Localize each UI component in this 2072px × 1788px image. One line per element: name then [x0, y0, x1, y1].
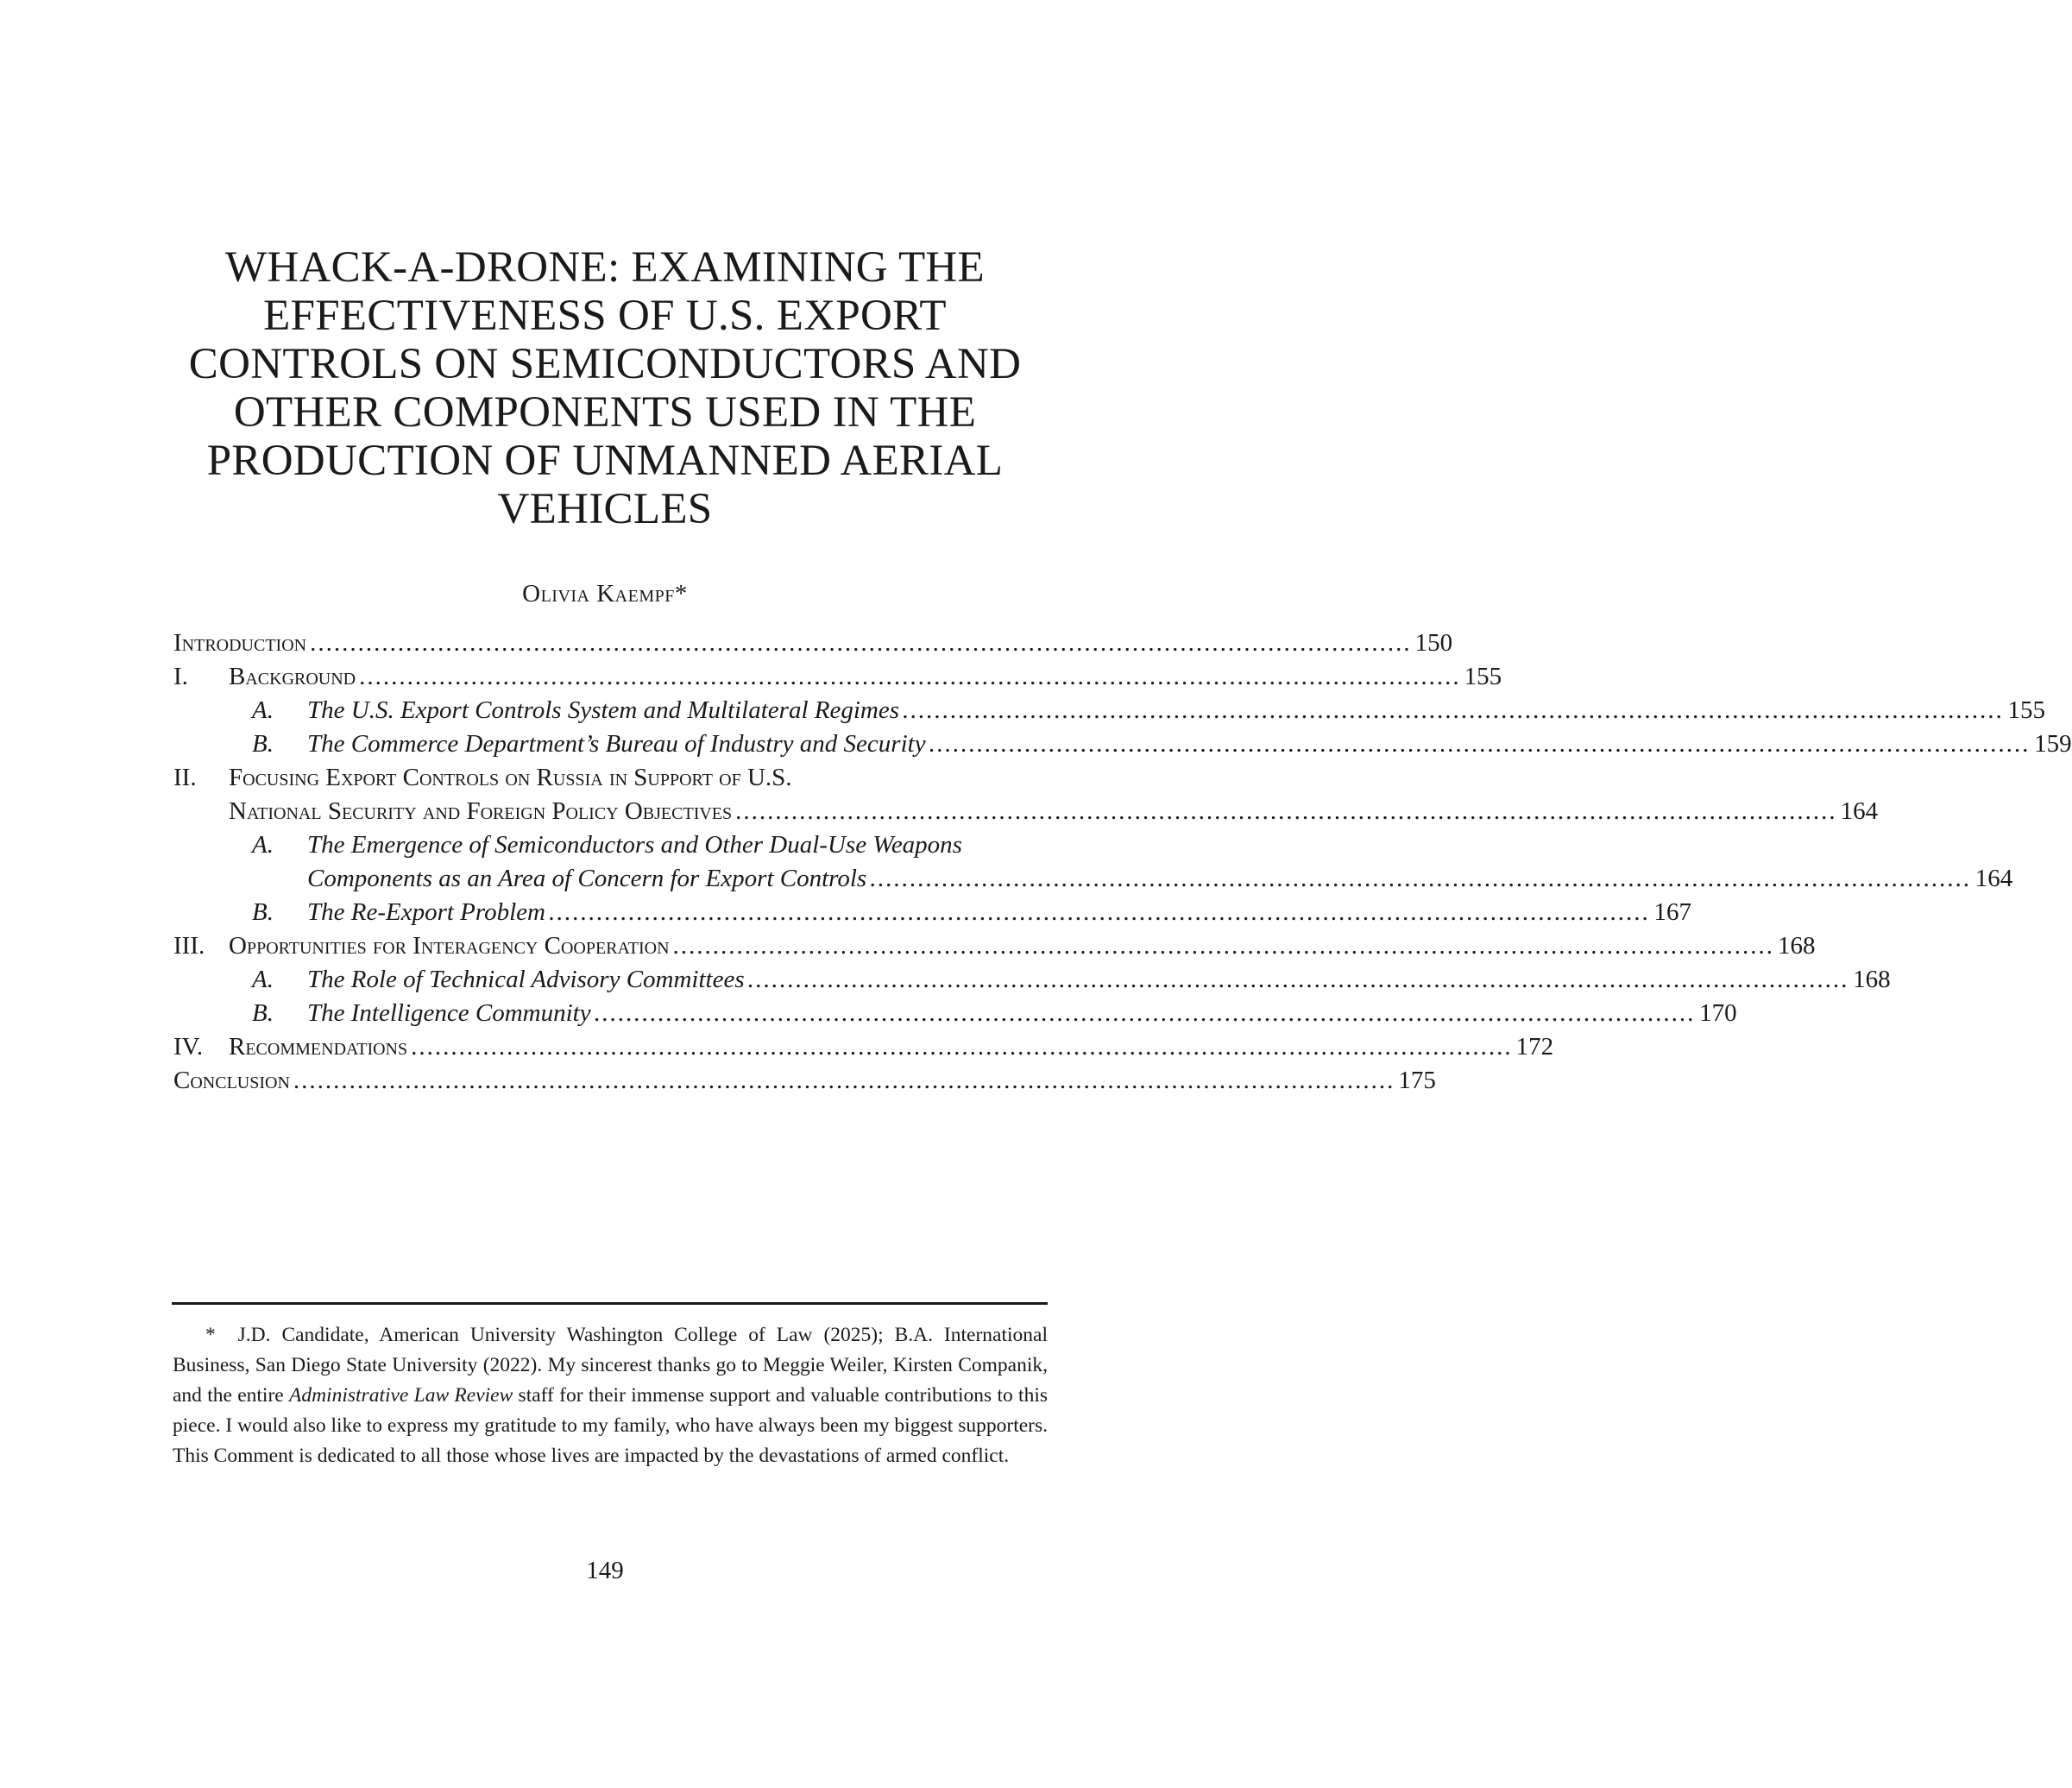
article-title: [173, 243, 1037, 533]
toc-label: The Intelligence Community: [307, 999, 591, 1027]
table-of-contents: [173, 626, 2072, 1098]
toc-leader: ..........................................................................................................................................: [594, 999, 1697, 1027]
toc-page: 159: [2034, 730, 2072, 758]
toc-label: National Security and Foreign Policy Objectives: [229, 797, 733, 825]
toc-entry: [173, 929, 1816, 963]
toc-leader: ..........................................................................................................................................: [747, 966, 1850, 993]
toc-entry: [173, 694, 2046, 727]
toc-entry: [173, 1030, 1554, 1064]
toc-page: 155: [2007, 696, 2046, 724]
toc-label: The Emergence of Semiconductors and Other Dual-Use Weapons: [307, 831, 962, 859]
toc-entry: [173, 828, 1047, 862]
toc-page: 164: [1840, 797, 1879, 825]
toc-number: II.: [173, 764, 197, 791]
footnote: [173, 1320, 1048, 1471]
toc-leader: ..........................................................................................................................................: [310, 629, 1412, 657]
toc-leader: ..........................................................................................................................................: [293, 1067, 1395, 1094]
toc-label: Focusing Export Controls on Russia in Support of U.S.: [229, 764, 792, 791]
footnote-text: J.D. Candidate, American University Washington College of Law (2025); B.A. International Business, San Diego State University (2022). My sincerest thanks go to Meggie Weiler, Kirsten Companik, and the entire: [173, 1324, 1048, 1407]
toc-label: Conclusion: [173, 1067, 290, 1094]
toc-leader: ..........................................................................................................................................: [929, 730, 2031, 758]
toc-leader: ..........................................................................................................................................: [870, 865, 1972, 892]
toc-number: IV.: [173, 1033, 204, 1061]
footnote-text: staff for their immense support and valuable contributions to this piece. I would also like to express my gratitude to my family, who have always been my biggest supporters. This Comment is dedicated to all those whose lives are impacted by the devastations of armed conflict.: [173, 1384, 1048, 1467]
journal-name: Administrative Law Review: [288, 1384, 513, 1407]
toc-entry: [173, 626, 1453, 660]
toc-label: The Role of Technical Advisory Committees: [307, 966, 745, 993]
toc-page: 168: [1853, 966, 1891, 993]
page-number: 149: [586, 1557, 624, 1584]
toc-page: 172: [1515, 1033, 1554, 1061]
toc-page: 168: [1778, 932, 1816, 960]
footnote-divider: [172, 1302, 1048, 1305]
toc-leader: ..........................................................................................................................................: [548, 898, 1651, 926]
toc-number: A.: [252, 696, 274, 724]
toc-page: 175: [1398, 1067, 1436, 1094]
toc-label: The U.S. Export Controls System and Multilateral Regimes: [307, 696, 900, 724]
toc-entry: [173, 1064, 1436, 1098]
title-line: CONTROLS ON SEMICONDUCTORS AND: [188, 340, 1022, 388]
toc-label: Introduction: [173, 629, 307, 657]
toc-entry: [173, 896, 1691, 929]
toc-label: Opportunities for Interagency Cooperation: [229, 932, 670, 960]
toc-number: I.: [173, 663, 188, 690]
toc-label: Background: [229, 663, 356, 690]
toc-page: 170: [1699, 999, 1737, 1027]
toc-leader: ..........................................................................................................................................: [735, 797, 1837, 825]
title-line: OTHER COMPONENTS USED IN THE: [233, 388, 977, 437]
toc-number: B.: [252, 730, 274, 758]
toc-entry: [173, 660, 1502, 694]
toc-entry: [173, 997, 1737, 1030]
toc-label: The Re-Export Problem: [307, 898, 545, 926]
toc-label: Recommendations: [229, 1033, 408, 1061]
toc-entry: [173, 795, 1879, 828]
toc-label: The Commerce Department’s Bureau of Industry and Security: [307, 730, 926, 758]
title-line: PRODUCTION OF UNMANNED AERIAL: [206, 437, 1004, 485]
toc-page: 164: [1974, 865, 2013, 892]
title-line: VEHICLES: [497, 485, 713, 533]
toc-number: A.: [252, 966, 274, 993]
title-line: WHACK-A-DRONE: EXAMINING THE: [224, 243, 985, 292]
toc-number: B.: [252, 898, 274, 926]
toc-page: 167: [1653, 898, 1691, 926]
title-line: EFFECTIVENESS OF U.S. EXPORT: [263, 292, 947, 340]
toc-number: A.: [252, 831, 274, 859]
toc-number: III.: [173, 932, 205, 960]
toc-entry: [173, 963, 1891, 997]
toc-leader: ..........................................................................................................................................: [672, 932, 1775, 960]
toc-leader: ..........................................................................................................................................: [411, 1033, 1513, 1061]
toc-entry: [173, 862, 2013, 896]
toc-page: 155: [1464, 663, 1502, 690]
toc-entry: [173, 727, 2072, 761]
author-name: Olivia Kaempf*: [522, 580, 688, 608]
toc-page: 150: [1414, 629, 1453, 657]
footnote-marker: *: [205, 1324, 216, 1346]
toc-number: B.: [252, 999, 274, 1027]
toc-leader: ..........................................................................................................................................: [359, 663, 1461, 690]
toc-label: Components as an Area of Concern for Export Controls: [307, 865, 867, 892]
toc-entry: [173, 761, 1047, 795]
toc-leader: ..........................................................................................................................................: [903, 696, 2005, 724]
